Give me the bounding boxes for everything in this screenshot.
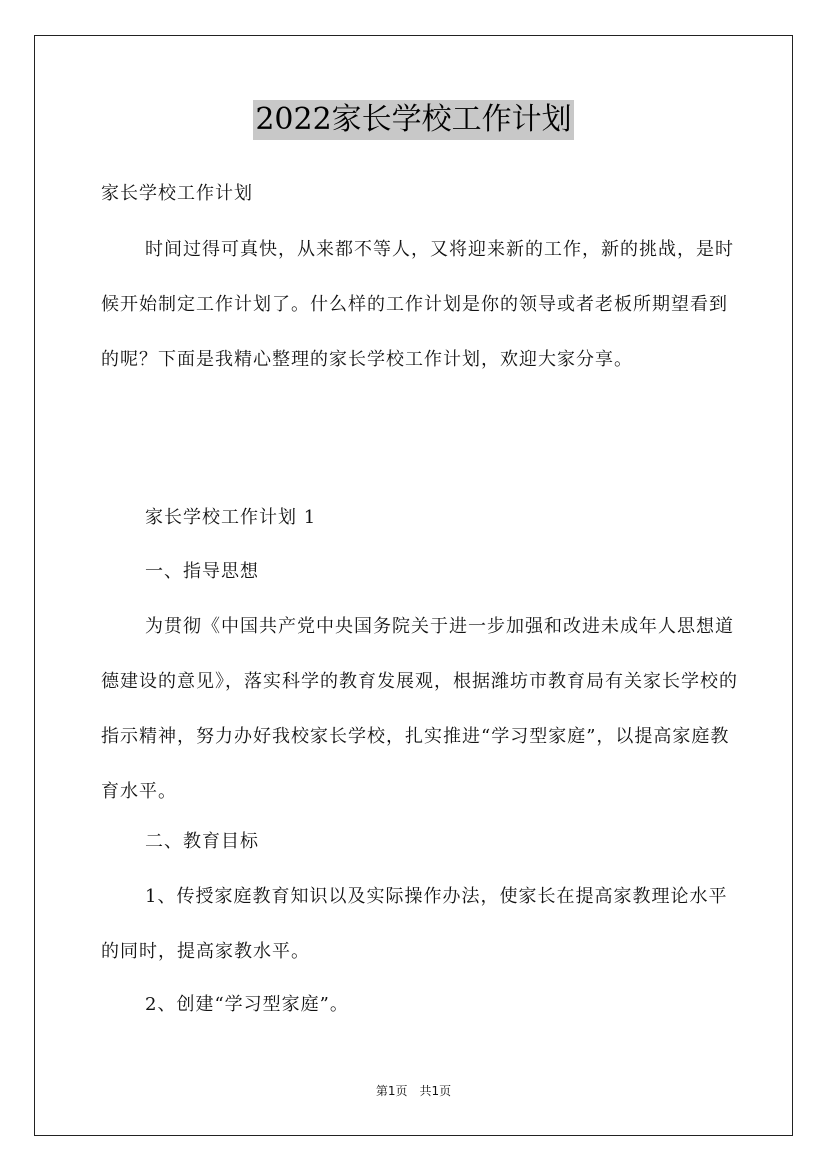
section1-heading: 一、指导思想 (145, 561, 259, 582)
document-subtitle: 家长学校工作计划 (101, 183, 253, 204)
section2-heading: 二、教育目标 (145, 831, 259, 852)
plan-heading: 家长学校工作计划 1 (145, 507, 317, 528)
intro-paragraph: 时间过得可真快，从来都不等人，又将迎来新的工作，新的挑战，是时候开始制定工作计划了。什么样的工作计划是你的领导或者老板所期望看到的呢？下面是我精心整理的家长学校工作计划，欢迎大家分享。 (101, 239, 734, 370)
goal-1-paragraph: 1、传授家庭教育知识以及实际操作办法，使家长在提高家教理论水平的同时，提高家教水平。 (101, 886, 728, 962)
title-container (0, 100, 827, 140)
page-number-footer: 第1页 共1页 (375, 1084, 452, 1098)
goal-2-paragraph: 2、创建“学习型家庭”。 (145, 994, 349, 1015)
section1-paragraph: 为贯彻《中国共产党中央国务院关于进一步加强和改进未成年人思想道德建设的意见》，落实科学的教育发展观，根据潍坊市教育局有关家长学校的指示精神，努力办好我校家长学校，扎实推进“学习型家庭”，以提高家庭教育水平。 (101, 616, 738, 802)
document-title: 2022家长学校工作计划 (253, 100, 573, 140)
